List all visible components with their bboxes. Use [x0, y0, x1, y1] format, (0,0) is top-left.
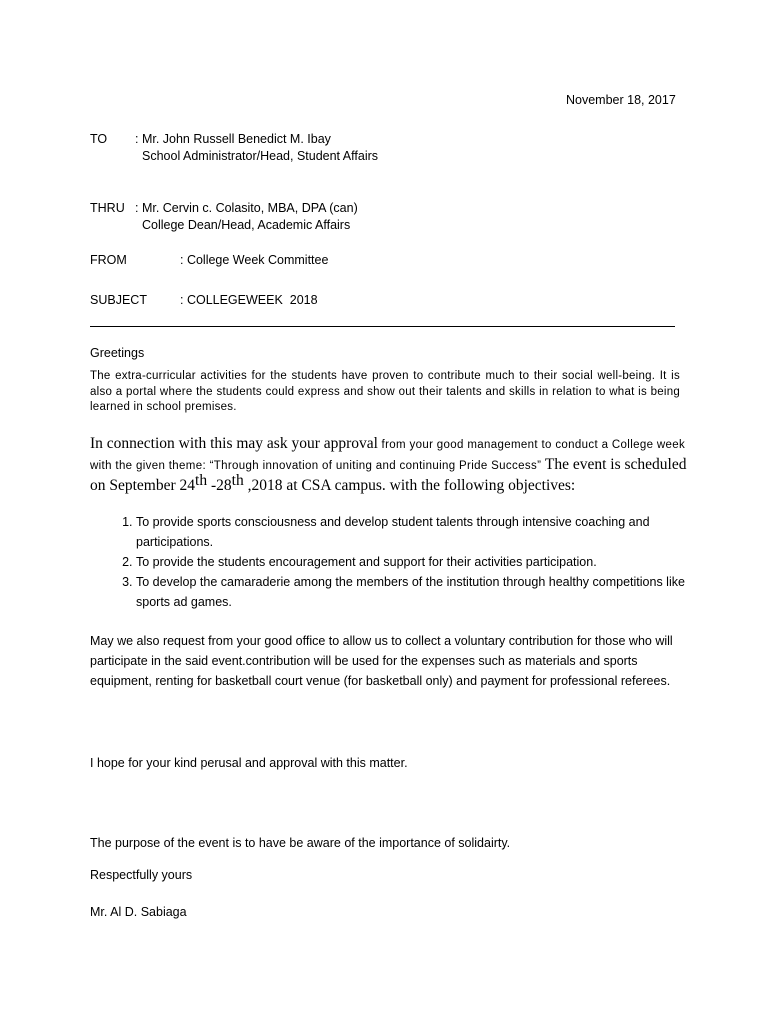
connection-sup-2: th	[231, 471, 244, 489]
to-line-2: School Administrator/Head, Student Affairs	[142, 149, 379, 163]
connection-paragraph	[90, 434, 690, 496]
request-paragraph: May we also request from your good office to allow us to collect a voluntary contribution for those who will participate in the said event.contribution will be used for the expenses such as materials and sports equipment, renting for basketball court venue (for basketball only) and payment for professional referees.	[90, 634, 673, 688]
subject-label: SUBJECT	[90, 293, 147, 307]
thru-line-2: College Dean/Head, Academic Affairs	[142, 218, 351, 232]
to-label: TO	[90, 132, 108, 146]
closing: Respectfully yours	[90, 868, 193, 882]
intro-paragraph: The extra-curricular activities for the students have proven to contribute much to their social well-being. It is also a portal where the students could express and show out their talents and skills in relation to what is being learned in school premises.	[90, 370, 680, 413]
connection-part-5: ,2018 at CSA campus. with the following objectives:	[243, 477, 576, 494]
purpose-line: The purpose of the event is to have be aware of the importance of solidairty.	[90, 836, 511, 850]
letter-date: November 18, 2017	[566, 93, 676, 107]
signatory: Mr. Al D. Sabiaga	[90, 905, 187, 919]
objective-item: 1. To provide sports consciousness and develop student talents through intensive coaching and participations.	[136, 512, 716, 552]
connection-part-3: The event is scheduled on September 24	[90, 456, 687, 494]
hope-line: I hope for your kind perusal and approval with this matter.	[90, 756, 408, 770]
thru-line-1: : Mr. Cervin c. Colasito, MBA, DPA (can)	[135, 201, 358, 215]
from-value: : College Week Committee	[180, 253, 329, 267]
objectives-list	[90, 512, 716, 612]
greeting: Greetings	[90, 346, 145, 360]
objective-item: 3. To develop the camaraderie among the members of the institution through healthy competitions like sports ad games.	[136, 572, 716, 612]
thru-label: THRU	[90, 201, 125, 215]
connection-part-1: In connection with this may ask your approval	[90, 435, 378, 452]
subject-value: : COLLEGEWEEK 2018	[180, 293, 318, 307]
objective-item: 2. To provide the students encouragement and support for their activities participation.	[136, 552, 716, 572]
connection-part-4: -28	[207, 477, 232, 494]
to-line-1: : Mr. John Russell Benedict M. Ibay	[135, 132, 331, 146]
connection-sup-1: th	[195, 471, 208, 489]
header-divider	[90, 326, 675, 327]
from-label: FROM	[90, 253, 127, 267]
connection-part-2: from your good management to conduct a College week with the given theme: “Through innovation of uniting and continuing Pride Success”	[90, 439, 686, 472]
